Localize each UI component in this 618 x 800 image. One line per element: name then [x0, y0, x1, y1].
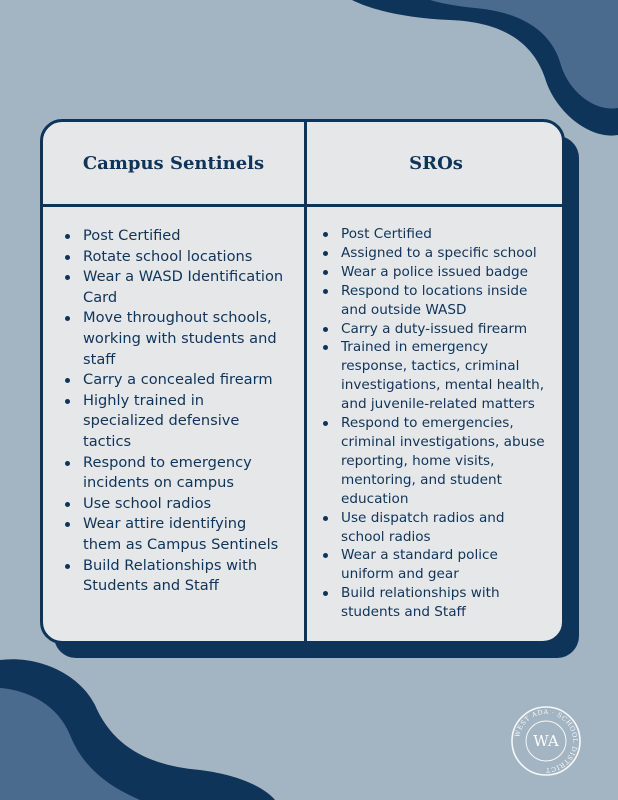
list-item: Use school radios	[83, 494, 288, 515]
campus-sentinels-list	[83, 226, 288, 597]
list-item: Respond to emergency incidents on campus	[83, 453, 288, 494]
list-item: Trained in emergency response, tactics, criminal investigations, mental health, and juvenile-related matters	[341, 338, 551, 414]
list-item: Assigned to a specific school	[341, 244, 551, 263]
west-ada-school-district-logo	[510, 705, 582, 777]
header-divider	[43, 204, 562, 207]
sros-list	[341, 225, 551, 622]
list-item: Rotate school locations	[83, 247, 288, 268]
list-item: Build relationships with students and Staff	[341, 584, 551, 622]
list-item: Wear a WASD Identification Card	[83, 267, 288, 308]
logo-ring-text: WEST ADA · SCHOOL DISTRICT	[513, 707, 580, 775]
list-item: Use dispatch radios and school radios	[341, 509, 551, 547]
campus-sentinels-heading: Campus Sentinels	[82, 152, 265, 174]
list-item: Wear a standard police uniform and gear	[341, 546, 551, 584]
list-item: Build Relationships with Students and Staff	[83, 556, 288, 597]
list-item: Carry a concealed firearm	[83, 370, 288, 391]
list-item: Respond to emergencies, criminal investigations, abuse reporting, home visits, mentoring, and student education	[341, 414, 551, 509]
list-item: Move throughout schools, working with students and staff	[83, 308, 288, 370]
list-item: Respond to locations inside and outside WASD	[341, 282, 551, 320]
list-item: Post Certified	[341, 225, 551, 244]
list-item: Post Certified	[83, 226, 288, 247]
list-item: Highly trained in specialized defensive tactics	[83, 391, 288, 453]
comparison-table	[40, 119, 565, 644]
sros-heading: SROs	[409, 152, 463, 174]
list-item: Wear a police issued badge	[341, 263, 551, 282]
logo-monogram: WA	[533, 732, 559, 750]
list-item: Wear attire identifying them as Campus Sentinels	[83, 514, 288, 555]
list-item: Carry a duty-issued firearm	[341, 320, 551, 339]
